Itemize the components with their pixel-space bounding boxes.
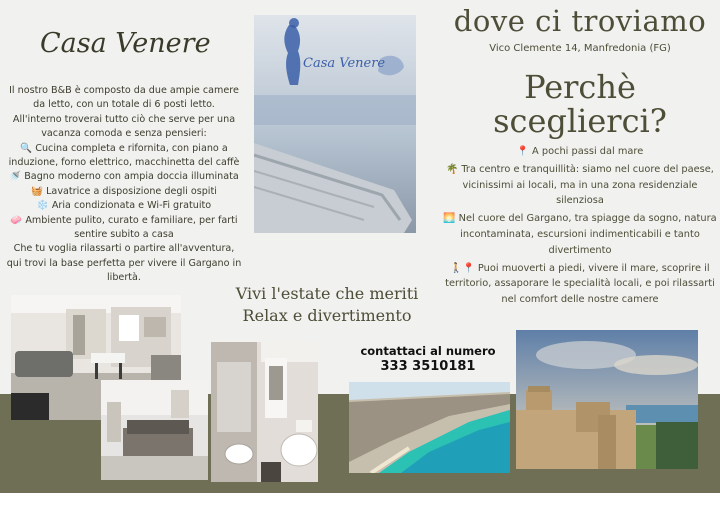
- castle-photo: [516, 330, 698, 469]
- bottom-edge: [0, 493, 720, 509]
- logo-text: Casa Venere: [303, 56, 386, 71]
- why-title-line-2: sceglierci?: [493, 102, 667, 140]
- intro-line: All'interno troverai tutto ciò che serve per una vacanza comoda e senza pensieri:: [12, 113, 236, 140]
- bedroom-photo: [101, 380, 208, 480]
- intro-line: Che tu voglia rilassarti o partire all'avventura, qui trovi la base perfetta per vivere il Gargano in libertà.: [6, 243, 242, 284]
- tagline: [212, 283, 442, 327]
- towel-logo-photo: [254, 15, 416, 233]
- why-item: 🌴 Tra centro e tranquillità: siamo nel cuore del paese, vicinissimi ai locali, ma in una zona residenziale silenziosa: [446, 163, 714, 207]
- why-item: 🚶📍 Puoi muoverti a piedi, vivere il mare, scoprire il territorio, assaporare le specialità locali, e poi rilassarti nel comfort delle nostre camere: [445, 262, 715, 306]
- intro-line: Il nostro B&B è composto da due ampie camere da letto, con un totale di 6 posti letto.: [9, 85, 239, 111]
- tagline-line-1: Vivi l'estate che meriti: [235, 284, 419, 303]
- contact-block: [347, 344, 509, 375]
- intro-line: 🧼 Ambiente pulito, curato e familiare, per farti sentire subito a casa: [10, 214, 238, 241]
- intro-line: 🔍 Cucina completa e rifornita, con piano a induzione, forno elettrico, macchinetta del caffè: [8, 142, 240, 169]
- why-item: 📍 A pochi passi dal mare: [516, 146, 644, 157]
- brand-title: Casa Venere: [40, 28, 211, 59]
- intro-text: [6, 84, 242, 286]
- why-list: [443, 144, 717, 310]
- why-item: 🌅 Nel cuore del Gargano, tra spiagge da sogno, natura incontaminata, escursioni indimenticabili e tanto divertimento: [443, 213, 717, 256]
- address: Vico Clemente 14, Manfredonia (FG): [489, 43, 671, 54]
- phone-number[interactable]: 333 3510181: [380, 359, 476, 374]
- tagline-line-2: Relax e divertimento: [242, 306, 412, 325]
- intro-line: 🧺 Lavatrice a disposizione degli ospiti: [31, 185, 217, 197]
- why-title: [440, 70, 720, 138]
- intro-line: ❄️ Aria condizionata e Wi-Fi gratuito: [36, 200, 212, 212]
- intro-line: 🚿 Bagno moderno con ampia doccia illuminata: [9, 171, 239, 183]
- beach-aerial-photo: [349, 382, 510, 473]
- contact-label: contattaci al numero: [360, 344, 496, 358]
- location-title: dove ci troviamo: [453, 4, 707, 38]
- bathroom-photo: [211, 342, 318, 482]
- why-title-line-1: Perchè: [524, 68, 636, 106]
